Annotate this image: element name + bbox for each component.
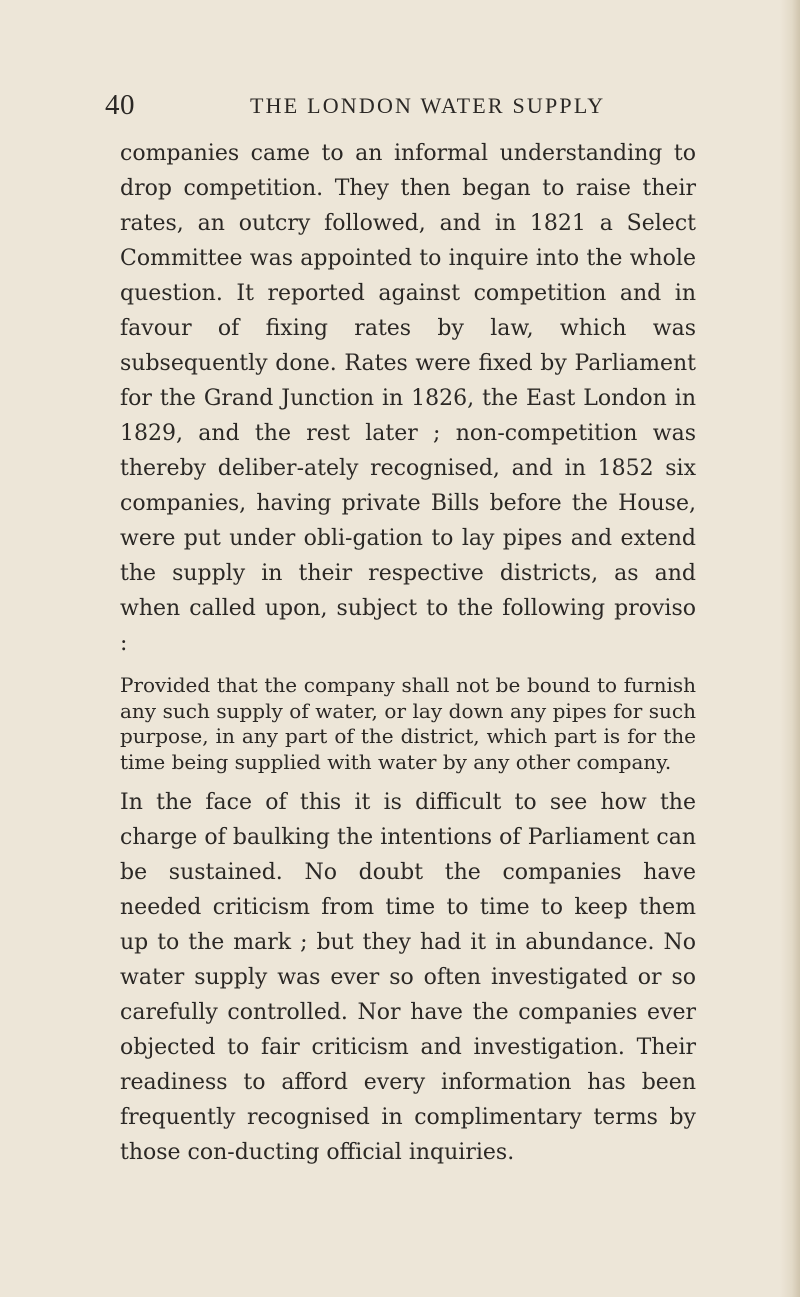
body-text <box>120 136 696 1170</box>
paragraph-1: companies came to an informal understanding to drop competition. They then began to raise their rates, an outcry followed, and in 1821 a Select Committee was appointed to inquire into the whole question. It reported against competition and in favour of fixing rates by law, which was subsequently done. Rates were fixed by Parliament for the Grand Junction in 1826, the East London in 1829, and the rest later ; non-competition was thereby deliber-ately recognised, and in 1852 six companies, having private Bills before the House, were put under obli-gation to lay pipes and extend the supply in their respective districts, as and when called upon, subject to the following proviso : <box>120 141 696 656</box>
proviso-quote <box>120 673 696 775</box>
running-head <box>0 86 800 126</box>
paragraph-2: In the face of this it is difficult to see how the charge of baulking the intentions of Parliament can be sustained. No doubt the companies have needed criticism from time to time to keep them up to the mark ; but they had it in abundance. No water supply was ever so often investigated or so carefully controlled. Nor have the companies ever objected to fair criticism and investigation. Their readiness to afford every information has been frequently recognised in complimentary terms by those con-ducting official inquiries. <box>120 790 696 1165</box>
running-title: THE LONDON WATER SUPPLY <box>250 93 606 118</box>
page-number: 40 <box>105 89 135 121</box>
proviso-quote-text: Provided that the company shall not be bound to furnish any such supply of water, or lay down any pipes for such purpose, in any part of the district, which part is for the time being supplied with water by any other company. <box>120 673 696 774</box>
page-edge-shadow <box>780 0 800 1297</box>
